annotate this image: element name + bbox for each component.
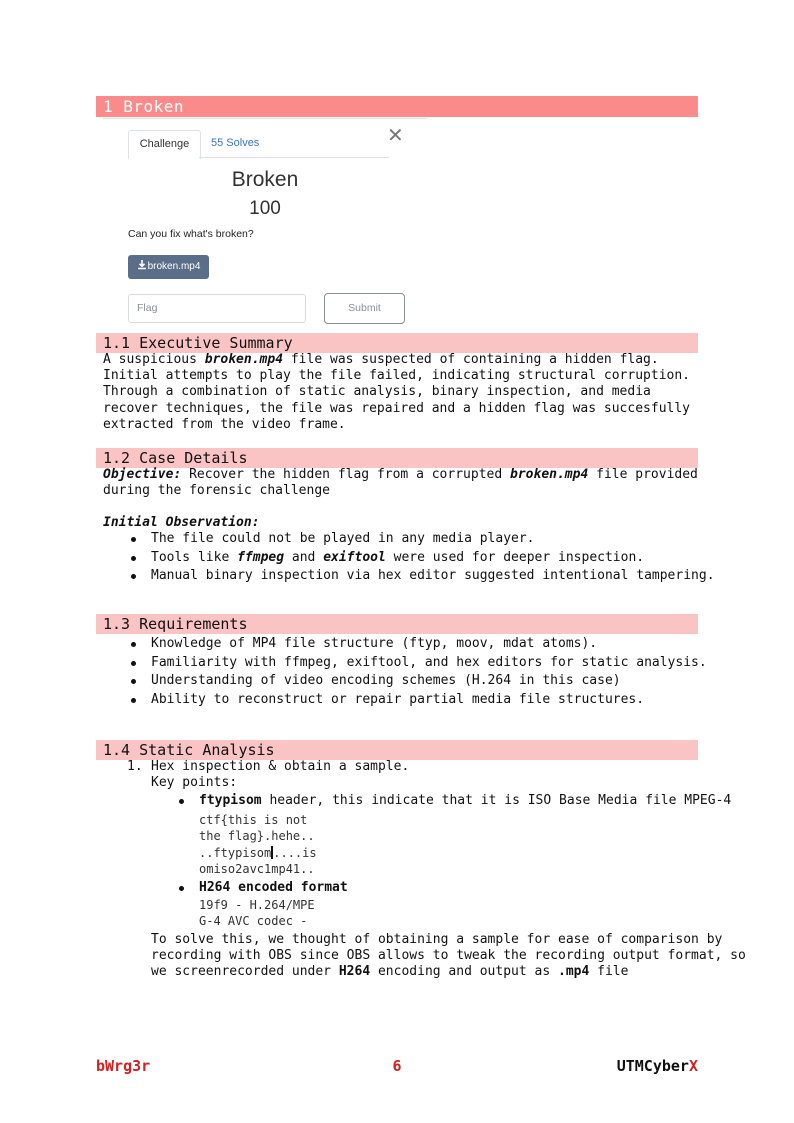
static-analysis-heading: 1.4 Static Analysis xyxy=(96,740,698,760)
footer-author: bWrg3r xyxy=(96,1057,151,1075)
list-item: 1. Hex inspection & obtain a sample. Key points: ftypisom header, this indicate that it is ISO Base Media file MPEG-4 ctf{this is not the flag}.hehe.. ..ftypisom ....is omiso2avc1mp41.. H264 encoded format 19f9 - H.264/MPE G-4 AVC codec - To solve this, we thought of obtaining a sample for ease of comparison by recording with OBS since OBS allows to tweak the recording output format, so we screenrecorded under H264 encoding and output as .mp4 file xyxy=(127,759,746,980)
download-icon xyxy=(137,260,147,270)
steps-list xyxy=(103,759,746,980)
footer-team: UTMCyberX xyxy=(616,1057,698,1075)
list-item: Understanding of video encoding schemes (H.264 in this case) xyxy=(151,673,746,689)
list-item: ftypisom header, this indicate that it is ISO Base Media file MPEG-4 ctf{this is not the flag}.hehe.. ..ftypisom ....is omiso2avc1mp41.. xyxy=(199,793,746,877)
challenge-card xyxy=(103,118,427,328)
page-number: 6 xyxy=(392,1057,402,1075)
list-item: H264 encoded format 19f9 - H.264/MPE G-4 AVC codec - xyxy=(199,880,746,930)
list-item: Knowledge of MP4 file structure (ftyp, moov, mdat atoms). xyxy=(151,636,746,652)
list-item: Manual binary inspection via hex editor suggested intentional tampering. xyxy=(151,568,746,584)
objective-label: Objective: xyxy=(103,467,182,482)
submit-button[interactable]: Submit xyxy=(324,293,405,324)
tab-solves[interactable]: 55 Solves xyxy=(211,137,260,149)
initial-observation-label: Initial Observation: xyxy=(103,515,260,530)
download-button[interactable] xyxy=(128,255,209,279)
hex-dump: 19f9 - H.264/MPE G-4 AVC codec - xyxy=(199,897,315,929)
case-details-heading: 1.2 Case Details xyxy=(96,448,698,468)
file-name: broken.mp4 xyxy=(204,352,284,367)
challenge-points: 100 xyxy=(249,198,281,219)
key-points-list xyxy=(151,793,746,929)
flag-input[interactable]: Flag xyxy=(128,294,306,323)
requirements-list xyxy=(103,636,746,711)
challenge-description: Can you fix what's broken? xyxy=(128,228,254,240)
exec-summary-text: A suspicious broken.mp4 file was suspected of containing a hidden flag. Initial attempts to play the file failed, indicating structural corruption. Through a combination of static analysis, binary inspection, and media recover techniques, the file was repaired and a hidden flag was succesfully extracted from the video frame. xyxy=(103,352,690,432)
tab-bar-divider xyxy=(199,157,389,158)
hex-dump: ctf{this is not the flag}.hehe.. ..ftypisom ....is omiso2avc1mp41.. xyxy=(199,812,317,877)
list-item: The file could not be played in any media player. xyxy=(151,531,746,547)
close-icon[interactable]: ✕ xyxy=(387,125,404,147)
download-label: broken.mp4 xyxy=(147,261,201,272)
requirements-heading: 1.3 Requirements xyxy=(96,614,698,634)
solve-paragraph: To solve this, we thought of obtaining a sample for ease of comparison by recording with OBS since OBS allows to tweak the recording output format, so we screenrecorded under H264 encoding and output as .mp4 file xyxy=(151,931,746,980)
exec-summary-heading: 1.1 Executive Summary xyxy=(96,333,698,353)
challenge-title: Broken xyxy=(231,168,299,191)
list-item: Tools like ffmpeg and exiftool were used for deeper inspection. xyxy=(151,550,746,566)
card-divider xyxy=(103,118,427,119)
objective-text: Objective: Recover the hidden flag from a corrupted broken.mp4 file provided during the forensic challenge xyxy=(103,467,698,499)
list-item: Ability to reconstruct or repair partial media file structures. xyxy=(151,692,746,708)
list-item: Familiarity with ffmpeg, exiftool, and hex editors for static analysis. xyxy=(151,655,746,671)
observation-list xyxy=(103,531,746,587)
tab-challenge[interactable]: Challenge xyxy=(128,130,201,159)
section-heading: 1 Broken xyxy=(96,96,698,117)
